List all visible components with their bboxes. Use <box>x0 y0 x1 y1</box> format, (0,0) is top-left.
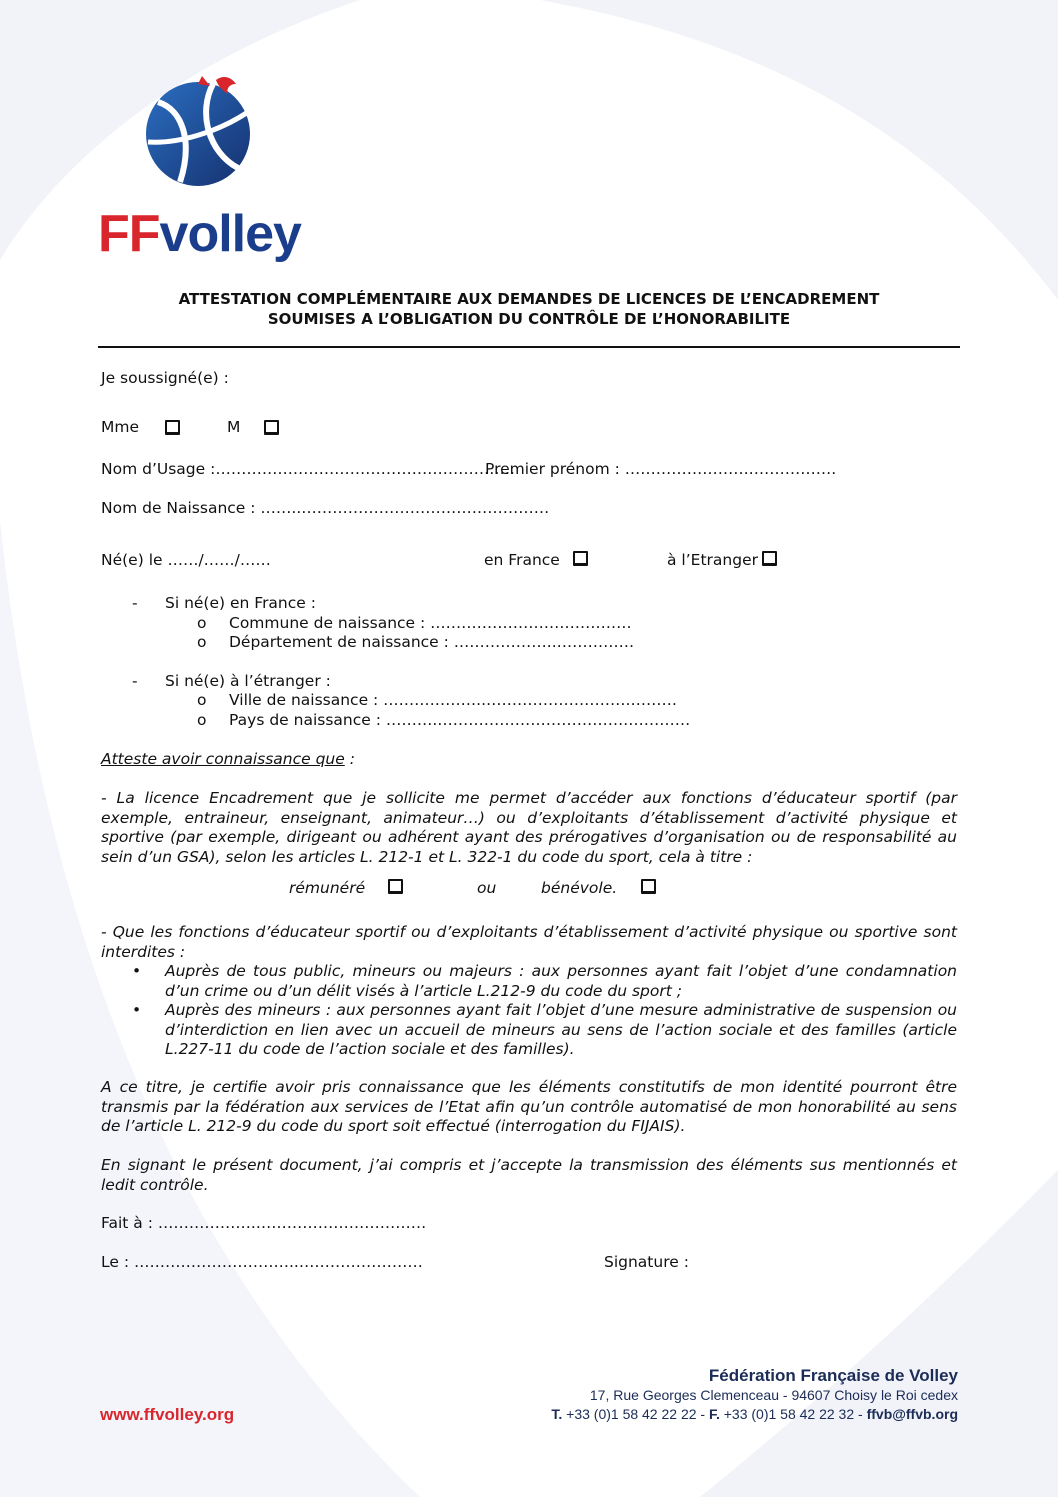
circle-bullet: o <box>197 711 207 729</box>
m-label: M <box>227 418 241 436</box>
prohibition-paragraph: - Que les fonctions d’éducateur sportif ou d’exploitants d’établissement d’activité physique ou sportive sont interdites : <box>101 923 957 961</box>
bullet-item: Auprès de tous public, mineurs ou majeurs : aux personnes ayant fait l’objet d’une condamnation d’un crime ou d’un délit visés à l’article L.212-9 du code du sport ; <box>165 962 957 1000</box>
email-link[interactable]: ffvb@ffvb.org <box>866 1406 958 1422</box>
fax-label: F. <box>708 1406 720 1422</box>
birth-name-field[interactable]: Nom de Naissance : ……..………………………………………… <box>101 499 550 517</box>
abroad-heading: Si né(e) à l’étranger : <box>165 672 331 690</box>
born-in-france-checkbox[interactable] <box>573 551 588 566</box>
volunteer-checkbox[interactable] <box>641 879 656 894</box>
m-checkbox[interactable] <box>264 420 279 435</box>
birth-department-field[interactable]: Département de naissance : ………………..…………… <box>229 633 635 651</box>
logo-wordmark: FFvolley <box>98 205 301 263</box>
licence-paragraph: - La licence Encadrement que je sollicite me permet d’accéder aux fonctions d’éducateur sportif (par exemple, entraineur, enseignant, animateur…) ou d’exploitants d’établissement d’activité physique et sportive (par exemple, dirigeant ou adhérent ayant des prérogatives d’organisation ou de responsabilité au sein d’un GSA), selon les articles L. 212-1 et L. 322-1 du code du sport, cela à titre : <box>101 789 957 866</box>
mme-checkbox[interactable] <box>165 420 180 435</box>
document-title-line2: SOUMISES A L’OBLIGATION DU CONTRÔLE DE L’HONORABILITE <box>267 310 791 328</box>
federation-address: 17, Rue Georges Clemenceau - 94607 Choisy le Roi cedex <box>589 1387 958 1403</box>
ffvolley-logo <box>98 72 301 267</box>
phone-label: T. <box>551 1406 563 1422</box>
paid-checkbox[interactable] <box>388 879 403 894</box>
circle-bullet: o <box>197 633 207 651</box>
phone-number: +33 (0)1 58 42 22 22 - <box>562 1406 709 1422</box>
france-heading: Si né(e) en France : <box>165 594 316 612</box>
document-title-line1: ATTESTATION COMPLÉMENTAIRE AUX DEMANDES DE LICENCES DE L’ENCADREMENT <box>178 290 880 308</box>
federation-contact <box>551 1406 958 1422</box>
born-abroad-checkbox[interactable] <box>762 551 777 566</box>
or-label: ou <box>477 879 497 897</box>
place-field[interactable]: Fait à : ……………….…………………………… <box>101 1214 427 1232</box>
signature-label: Signature : <box>604 1253 689 1271</box>
bullet-dot: • <box>132 1001 142 1019</box>
born-in-france-label: en France <box>484 551 560 569</box>
volunteer-label: bénévole. <box>541 879 618 897</box>
date-field[interactable]: Le : …………………………..…………………… <box>101 1253 423 1271</box>
bullet-dot: • <box>132 962 142 980</box>
certification-paragraph: A ce titre, je certifie avoir pris connaissance que les éléments constitutifs de mon identité pourront être transmis par la fédération aux services de l’Etat afin qu’un contrôle automatisé de mon honorabilité au sens de l’article L. 212-9 du code du sport soit effectué (interrogation du FIJAIS). <box>101 1078 957 1135</box>
website-link[interactable]: www.ffvolley.org <box>100 1405 235 1424</box>
federation-name: Fédération Française de Volley <box>708 1366 958 1385</box>
usage-name-field[interactable]: Nom d’Usage :…………………………………………………. <box>101 460 515 478</box>
first-name-field[interactable]: Premier prénom : …………………….……………. <box>485 460 837 478</box>
born-abroad-label: à l’Etranger <box>667 551 758 569</box>
bullet-item: Auprès des mineurs : aux personnes ayant fait l’objet d’une mesure administrative de suspension ou d’interdiction en lien avec un accueil de mineurs au sens de l’action sociale et des familles (article L.227-11 du code de l’action sociale et des familles). <box>165 1001 957 1058</box>
birth-country-field[interactable]: Pays de naissance : ……….……………………………….………… <box>229 711 691 729</box>
birth-city-field[interactable]: Ville de naissance : ………………..……………………….……… <box>229 691 677 709</box>
title-divider <box>98 346 960 348</box>
dash-bullet: - <box>132 594 138 612</box>
attest-heading: Atteste avoir connaissance que : <box>101 750 355 768</box>
fax-number: +33 (0)1 58 42 22 32 - <box>719 1406 867 1422</box>
circle-bullet: o <box>197 691 207 709</box>
paid-label: rémunéré <box>289 879 366 897</box>
dash-bullet: - <box>132 672 138 690</box>
mme-label: Mme <box>101 418 140 436</box>
undersigned-label: Je soussigné(e) : <box>101 369 229 387</box>
birth-commune-field[interactable]: Commune de naissance : ………………………………… <box>229 614 632 632</box>
circle-bullet: o <box>197 614 207 632</box>
birth-date-field[interactable]: Né(e) le ……/……/…… <box>101 551 271 569</box>
consent-paragraph: En signant le présent document, j’ai compris et j’accepte la transmission des éléments sus mentionnés et ledit contrôle. <box>101 1156 957 1194</box>
